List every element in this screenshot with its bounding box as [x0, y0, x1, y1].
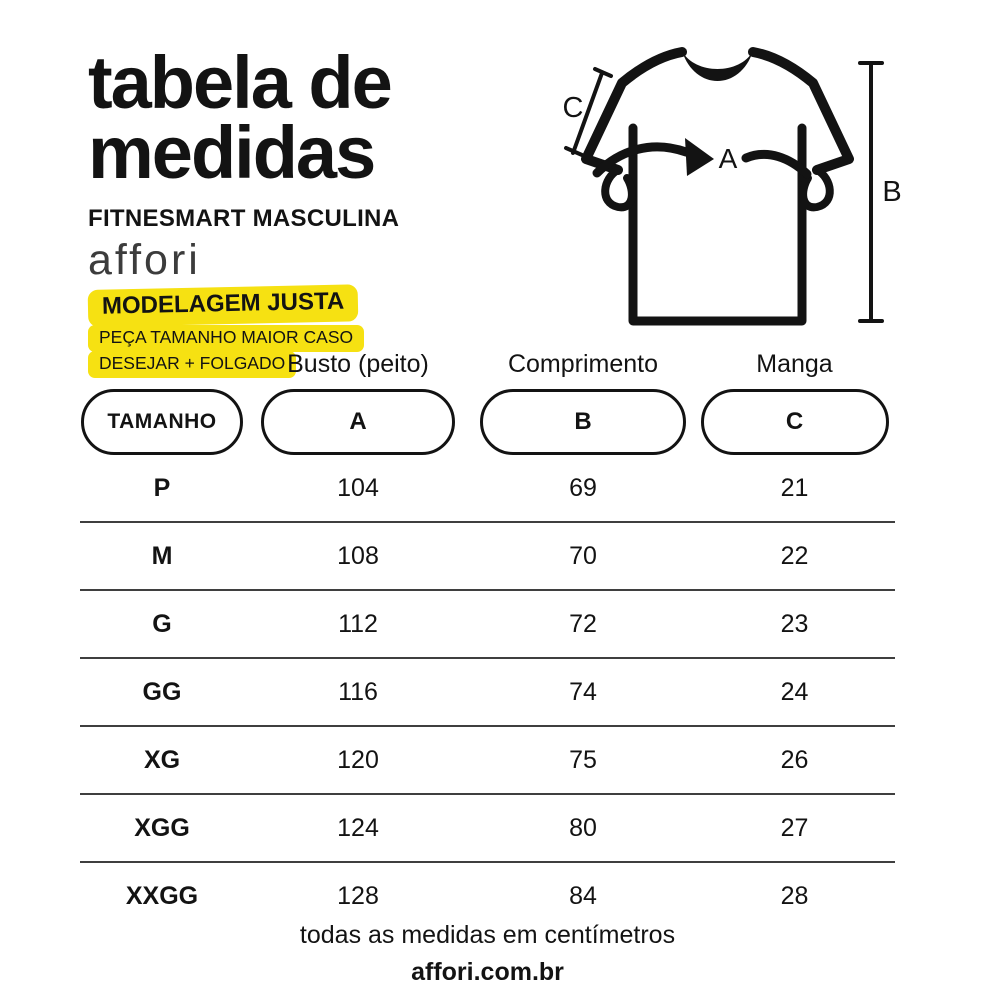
tshirt-diagram-icon — [540, 28, 960, 348]
fit-note-text-1: PEÇA TAMANHO MAIOR CASO — [88, 325, 364, 352]
bust-cell: 108 — [337, 541, 379, 570]
header — [88, 41, 400, 284]
length-cell: 72 — [569, 609, 597, 638]
sleeve-cell: 24 — [780, 677, 809, 706]
length-cell: 84 — [569, 881, 597, 910]
size-cell: M — [151, 541, 173, 570]
column-header-length: Comprimento — [507, 350, 659, 378]
sleeve-cell: 27 — [780, 813, 809, 842]
length-cell: 80 — [569, 813, 597, 842]
sleeve-cell: 28 — [780, 881, 809, 910]
column-header-sleeve: Manga — [756, 350, 833, 378]
size-table — [80, 455, 895, 929]
brand-logo: affori — [88, 235, 201, 284]
bust-cell: 112 — [338, 609, 378, 638]
column-header-empty — [80, 350, 244, 379]
bust-cell: 128 — [337, 881, 379, 910]
sleeve-cell: 21 — [780, 473, 809, 502]
product-subtitle: FITNESMART MASCULINA — [88, 204, 400, 232]
bust-cell: 104 — [337, 473, 379, 502]
column-header-bust: Busto (peito) — [287, 350, 429, 378]
table-row — [80, 727, 895, 795]
sleeve-cell: 26 — [780, 745, 809, 774]
chest-measure-label: A — [718, 143, 738, 174]
size-cell: XXGG — [125, 881, 199, 910]
size-cell: G — [152, 609, 172, 638]
page-title-line2: medidas — [88, 111, 375, 195]
pill-length-b: B — [480, 389, 686, 455]
sleeve-cell: 22 — [780, 541, 809, 570]
pill-sleeve-c: C — [701, 389, 889, 455]
fit-note-title: MODELAGEM JUSTA — [88, 284, 359, 327]
footer — [80, 921, 895, 987]
pill-size: TAMANHO — [81, 389, 243, 455]
table-row — [80, 795, 895, 863]
length-cell: 75 — [569, 745, 597, 774]
units-note: todas as medidas em centímetros — [299, 921, 676, 949]
bust-cell: 124 — [337, 813, 379, 842]
table-row — [80, 523, 895, 591]
column-headers — [80, 350, 895, 379]
size-cell: XGG — [134, 813, 190, 842]
table-row — [80, 863, 895, 929]
bust-cell: 116 — [338, 677, 378, 706]
website-url: affori.com.br — [411, 958, 564, 986]
collar-shape — [682, 51, 753, 81]
chest-arrowhead — [685, 138, 714, 176]
pill-header-row — [80, 389, 895, 455]
length-cell: 69 — [569, 473, 597, 502]
size-cell: GG — [142, 677, 182, 706]
sleeve-cell: 23 — [780, 609, 809, 638]
page-title-line1: tabela de — [88, 41, 391, 124]
table-row — [80, 455, 895, 523]
size-cell: P — [153, 473, 171, 502]
table-row — [80, 659, 895, 727]
length-measure-label: B — [882, 176, 902, 208]
fit-note-text-2: DESEJAR + FOLGADO — [88, 351, 296, 378]
length-cell: 74 — [569, 677, 597, 706]
sleeve-measure-label: C — [562, 92, 584, 124]
size-cell: XG — [143, 745, 181, 774]
length-cell: 70 — [569, 541, 597, 570]
table-row — [80, 591, 895, 659]
pill-bust-a: A — [261, 389, 455, 455]
bust-cell: 120 — [337, 745, 379, 774]
